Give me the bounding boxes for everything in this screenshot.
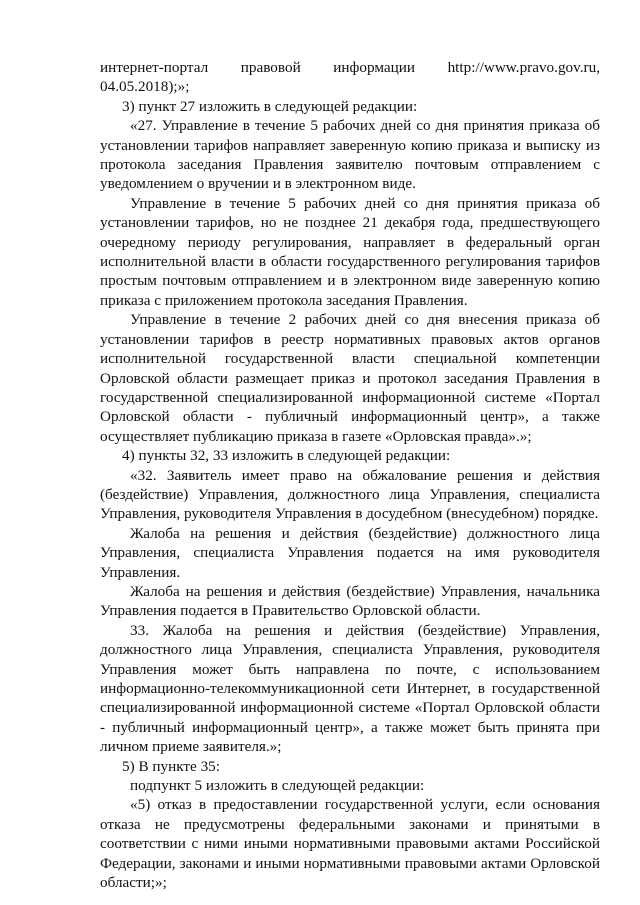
subitem-intro: подпункт 5 изложить в следующей редакции:: [130, 777, 425, 795]
paragraph-32-part3: Жалоба на решения и действия (бездействие) Управления, начальника Управления подается в Правительство Орловской области.: [100, 582, 600, 620]
document-page: [100, 58, 600, 892]
paragraph-27: «27. Управление в течение 5 рабочих дней со дня принятия приказа об установлении тарифов направляет заверенную копию приказа и выписку из протокола заседания Правления заявителю почтовым отправлением с уведомлением о вручении и в электронном виде.: [100, 117, 600, 193]
list-item-4: 4) пункты 32, 33 изложить в следующей редакции:: [122, 447, 451, 465]
paragraph-32-part2: Жалоба на решения и действия (бездействие) должностного лица Управления, специалиста Управления подается на имя руководителя Управления.: [100, 524, 600, 581]
paragraph-33: 33. Жалоба на решения и действия (бездействие) Управления, должностного лица Управления, специалиста Управления, руководителя Управления может быть направлена по почте, с использованием информационно-телекоммуникационной сети Интернет, в государственной специализированной информационной системе «Портал Орловской области - публичный информационный центр», а также может быть принята при личном приеме заявителя.»;: [100, 621, 600, 756]
paragraph-27-part3: Управление в течение 2 рабочих дней со дня внесения приказа об установлении тарифов в реестр нормативных правовых актов органов исполнительной государственной власти специальной компетенции Орловской области размещает приказ и протокол заседания Правления в государственной специализированной информационной системе «Портал Орловской области - публичный информационный центр», а также осуществляет публикацию приказа в газете «Орловская правда».»;: [100, 311, 600, 445]
list-item-3: 3) пункт 27 изложить в следующей редакции:: [122, 97, 418, 115]
subitem-5: «5) отказ в предоставлении государственной услуги, если основания отказа не предусмотрены федеральными законами и принятыми в соответствии с ними иными нормативными правовыми актами Российской Федерации, законами и иными нормативными правовыми актами Орловской области;»;: [100, 796, 600, 892]
paragraph-continuation: интернет-портал правовой информации http://www.pravo.gov.ru, 04.05.2018);»;: [100, 59, 600, 96]
paragraph-32: «32. Заявитель имеет право на обжалование решения и действия (бездействие) Управления, должностного лица Управления, специалиста Управления, руководителя Управления в досудебном (внесудебном) порядке.: [100, 466, 600, 523]
paragraph-27-part2: Управление в течение 5 рабочих дней со дня принятия приказа об установлении тарифов, но не позднее 21 декабря года, предшествующего очередному периоду регулирования, направляет в федеральный орган исполнительной власти в области государственного регулирования тарифов простым почтовым отправлением и в электронном виде заверенную копию приказа с приложением протокола заседания Правления.: [100, 194, 600, 309]
list-item-5: 5) В пункте 35:: [122, 757, 220, 775]
